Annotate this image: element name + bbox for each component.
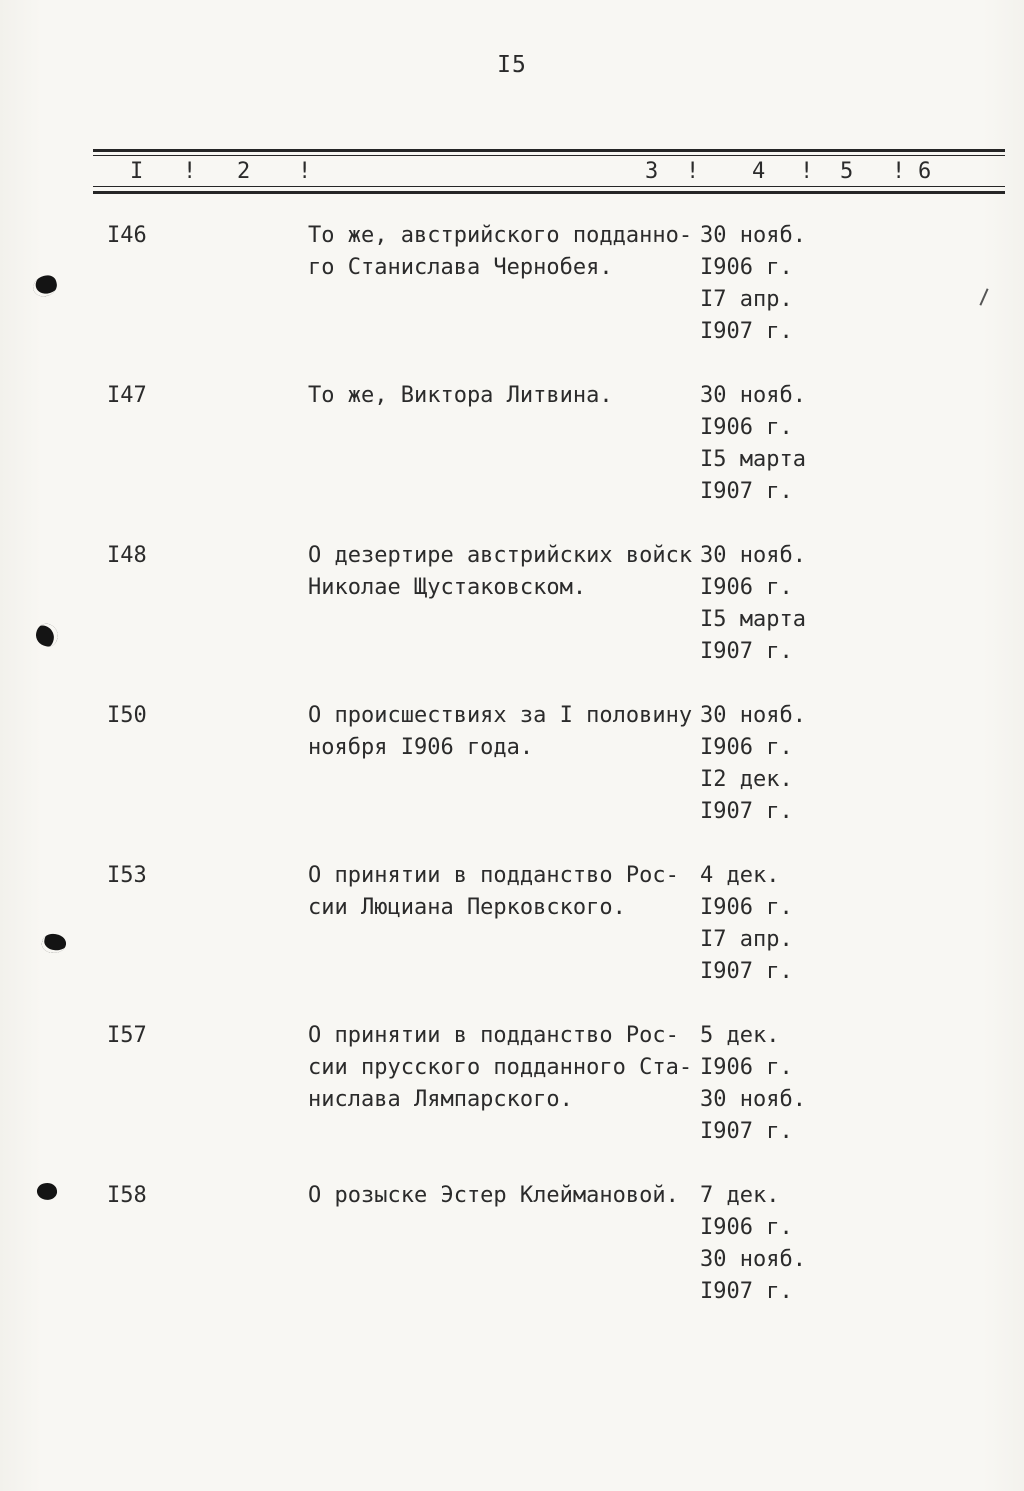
table-header-rule	[93, 191, 1005, 194]
description-line: О розыске Эстер Клеймановой.	[308, 1183, 679, 1208]
table-row	[0, 1180, 1024, 1308]
entry-number: I57	[107, 1023, 147, 1048]
table-top-rule-thin	[93, 155, 1005, 156]
date-line: I906 г.	[700, 575, 793, 600]
entry-dates	[700, 220, 860, 348]
column-separator: !	[298, 159, 312, 184]
date-line: I907 г.	[700, 959, 793, 984]
entry-description	[308, 540, 708, 604]
description-line: сии прусского подданного Ста-	[308, 1055, 693, 1080]
entry-dates	[700, 380, 860, 508]
date-line: 7 дек.	[700, 1183, 780, 1208]
entry-description	[308, 1180, 708, 1212]
entry-number: I47	[107, 383, 147, 408]
column-number: 2	[237, 159, 251, 184]
description-line: О принятии в подданство Рос-	[308, 863, 679, 888]
date-line: I906 г.	[700, 895, 793, 920]
date-line: I5 марта	[700, 607, 806, 632]
date-line: 30 нояб.	[700, 223, 806, 248]
entry-dates	[700, 1020, 860, 1148]
entry-number: I53	[107, 863, 147, 888]
date-line: 30 нояб.	[700, 1087, 806, 1112]
table-row	[0, 220, 1024, 348]
date-line: 30 нояб.	[700, 543, 806, 568]
description-line: То же, австрийского подданно-	[308, 223, 693, 248]
date-line: 4 дек.	[700, 863, 780, 888]
column-separator: !	[686, 159, 700, 184]
table-row	[0, 540, 1024, 668]
column-separator: !	[800, 159, 814, 184]
entry-dates	[700, 540, 860, 668]
column-number: 5	[840, 159, 854, 184]
date-line: I906 г.	[700, 735, 793, 760]
column-number: 6	[918, 159, 932, 184]
table-row	[0, 860, 1024, 988]
table-row	[0, 1020, 1024, 1148]
entry-number: I58	[107, 1183, 147, 1208]
entry-dates	[700, 860, 860, 988]
date-line: 30 нояб.	[700, 383, 806, 408]
description-line: Николае Щустаковском.	[308, 575, 587, 600]
date-line: 5 дек.	[700, 1023, 780, 1048]
column-separator: !	[183, 159, 197, 184]
description-line: го Станислава Чернобея.	[308, 255, 613, 280]
entry-description	[308, 1020, 708, 1116]
description-line: То же, Виктора Литвина.	[308, 383, 613, 408]
date-line: I906 г.	[700, 415, 793, 440]
date-line: I906 г.	[700, 1215, 793, 1240]
column-number: I	[130, 159, 144, 184]
entry-description	[308, 700, 708, 764]
entry-description	[308, 380, 708, 412]
entry-number: I50	[107, 703, 147, 728]
date-line: 30 нояб.	[700, 1247, 806, 1272]
date-line: I907 г.	[700, 319, 793, 344]
entry-dates	[700, 1180, 860, 1308]
entry-number: I46	[107, 223, 147, 248]
date-line: I5 марта	[700, 447, 806, 472]
entries	[0, 220, 1024, 1340]
entry-description	[308, 220, 708, 284]
entry-dates	[700, 700, 860, 828]
date-line: I2 дек.	[700, 767, 793, 792]
column-separator: !	[892, 159, 906, 184]
date-line: 30 нояб.	[700, 703, 806, 728]
date-line: I907 г.	[700, 639, 793, 664]
date-line: I906 г.	[700, 1055, 793, 1080]
table-row	[0, 700, 1024, 828]
table-row	[0, 380, 1024, 508]
column-number: 3	[645, 159, 659, 184]
table-header-row	[0, 158, 1024, 186]
entry-number: I48	[107, 543, 147, 568]
date-line: I7 апр.	[700, 287, 793, 312]
description-line: О дезертире австрийских войск	[308, 543, 693, 568]
column-number: 4	[752, 159, 766, 184]
table-top-rule	[93, 149, 1005, 152]
description-line: нислава Лямпарского.	[308, 1087, 573, 1112]
date-line: I907 г.	[700, 1279, 793, 1304]
page-number: I5	[497, 52, 527, 78]
description-line: О происшествиях за I половину	[308, 703, 693, 728]
date-line: I906 г.	[700, 255, 793, 280]
description-line: О принятии в подданство Рос-	[308, 1023, 679, 1048]
date-line: I7 апр.	[700, 927, 793, 952]
date-line: I907 г.	[700, 1119, 793, 1144]
date-line: I907 г.	[700, 479, 793, 504]
table-header-rule-thin	[93, 186, 1005, 187]
entry-description	[308, 860, 708, 924]
date-line: I907 г.	[700, 799, 793, 824]
description-line: сии Люциана Перковского.	[308, 895, 626, 920]
description-line: ноября I906 года.	[308, 735, 534, 760]
